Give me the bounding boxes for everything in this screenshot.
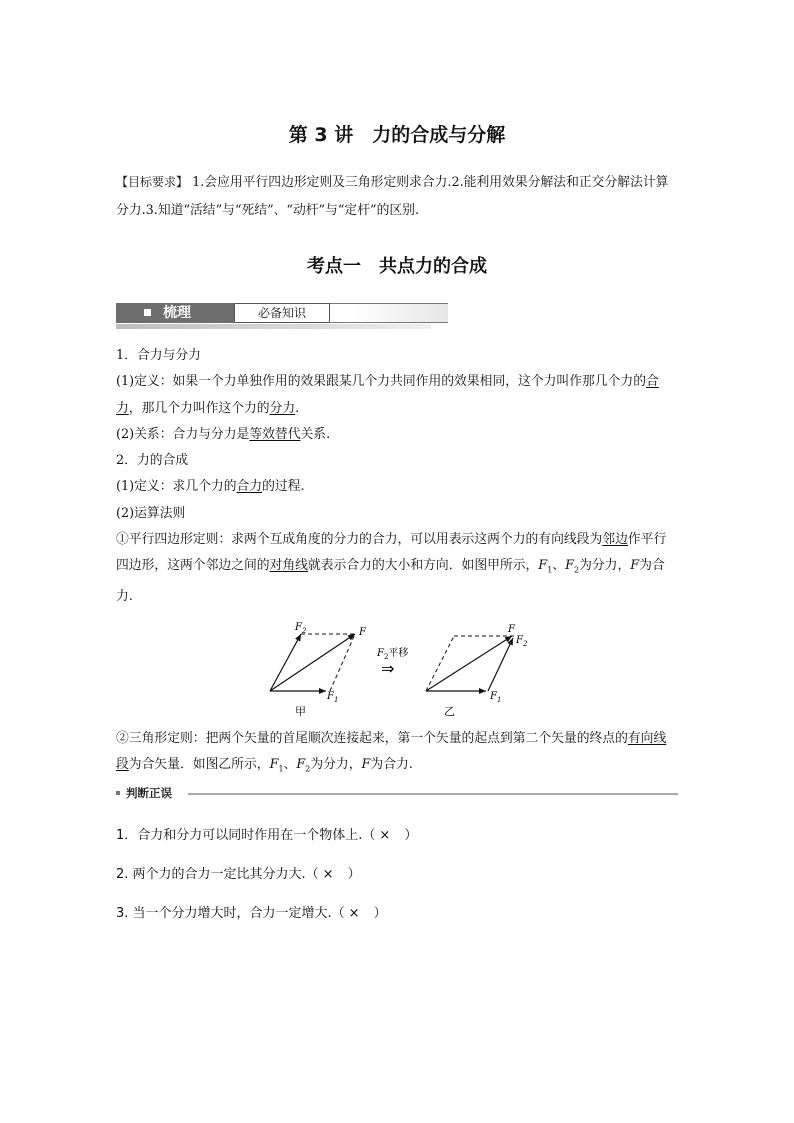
judge-item <box>116 902 387 921</box>
text: ①平行四边形定则：求两个互成角度的分力的合力，可以用表示这两个力的有向线段为 <box>116 532 603 548</box>
band-dark <box>116 303 234 323</box>
band-sublabel: 必备知识 <box>234 303 330 323</box>
goal-requirements <box>116 168 678 225</box>
judge-mark: × <box>379 828 391 843</box>
triangle-rule-text <box>116 726 678 783</box>
judge-mark: × <box>348 906 360 921</box>
knowledge-body <box>116 343 678 611</box>
section-title: 考点一 共点力的合成 <box>307 256 487 277</box>
underlined-term: 分力 <box>269 400 296 416</box>
text: (2)关系：合力与分力是 <box>116 426 250 442</box>
text: 关系. <box>300 426 331 442</box>
underlined-term: 有向线段 <box>116 731 667 773</box>
label-f1: $F_1$ <box>327 691 339 704</box>
square-icon <box>116 791 120 795</box>
shift-text: $F_2$平移 <box>377 648 409 661</box>
judge-divider <box>188 793 678 795</box>
rule-heading: (2)运算法则 <box>116 505 186 521</box>
subscript: 1 <box>547 565 553 575</box>
text: ②三角形定则：把两个矢量的首尾顺次连接起来，第一个矢量的起点到第二个矢量的终点的 <box>116 731 628 746</box>
lecture-title: 第 3 讲 力的合成与分解 <box>288 124 506 146</box>
text: 为分力， <box>310 757 362 773</box>
text: 、 <box>283 757 297 773</box>
diagram-yi <box>426 624 528 718</box>
judge-close: ） <box>373 906 387 921</box>
judge-text: 2. 两个力的合力一定比其分力大.（ <box>116 867 319 882</box>
band-underline <box>116 324 431 329</box>
band-light <box>234 303 448 323</box>
subscript: 2 <box>573 565 580 575</box>
diagram-jia <box>270 622 367 718</box>
text: 为分力， <box>579 558 631 574</box>
band-label: 梳理 <box>163 305 191 321</box>
label-f2: $F_2$ <box>295 622 307 635</box>
judge-mark: × <box>322 867 334 882</box>
symbol: F <box>630 558 640 574</box>
label-f: F <box>508 624 515 635</box>
underlined-term: 等效替代 <box>249 426 301 442</box>
judge-item <box>116 863 361 882</box>
symbol: F <box>565 558 574 574</box>
force-diagram <box>258 618 548 718</box>
label-f2: $F_2$ <box>516 635 528 648</box>
judge-item <box>116 824 417 843</box>
implies-arrow: ⇒ <box>381 659 395 678</box>
text: (1)定义：求几个力的 <box>116 479 237 495</box>
judge-close: ） <box>404 828 418 843</box>
underlined-term: 合力 <box>116 374 659 416</box>
heading-1: 1．合力与分力 <box>116 348 201 363</box>
judge-label: 判断正误 <box>126 786 172 800</box>
text: 作平行四边形，这两个邻边之间的 <box>116 532 667 574</box>
shift-label <box>376 646 408 678</box>
symbol: F <box>361 757 371 773</box>
text: 为合力. <box>370 757 413 773</box>
caption-jia: 甲 <box>295 705 306 718</box>
definition-1 <box>116 369 678 422</box>
square-icon <box>144 309 151 316</box>
definition-2 <box>116 474 678 500</box>
f2-vector <box>488 638 513 691</box>
relation-1 <box>116 422 678 448</box>
text: . <box>295 400 300 416</box>
section-band <box>116 303 431 325</box>
heading-2: 2．力的合成 <box>116 453 189 469</box>
text: (1)定义：如果一个力单独作用的效果跟某几个力共同作用的效果相同，这个力叫作那几个力的 <box>116 374 647 390</box>
text: 的过程. <box>262 479 305 495</box>
triangle-rule <box>116 726 678 783</box>
underlined-term: 合力 <box>236 479 263 495</box>
underlined-term: 邻边 <box>602 532 628 548</box>
symbol: F <box>296 757 306 773</box>
goal-text: 1.会应用平行四边形定则及三角形定则求合力.2.能利用效果分解法和正交分解法计算分力.3.知道“活结”与“死结”、“动杆”与“定杆”的区别. <box>116 175 669 218</box>
symbol: F <box>269 757 279 773</box>
judge-text: 3. 当一个分力增大时，合力一定增大.（ <box>116 906 345 921</box>
subscript: 2 <box>305 764 311 774</box>
underlined-term: 对角线 <box>269 558 308 574</box>
f2-vector <box>270 634 301 691</box>
text: 、 <box>552 558 566 574</box>
text: ，那几个力叫作这个力的 <box>128 400 270 416</box>
subscript: 1 <box>278 764 284 774</box>
f-vector <box>426 636 512 691</box>
label-f1: $F_1$ <box>490 691 502 704</box>
label-f: F <box>359 627 366 638</box>
symbol: F <box>538 558 548 574</box>
text: 为合力. <box>116 558 665 605</box>
text: 就表示合力的大小和方向．如图甲所示， <box>307 558 539 574</box>
judge-section-header <box>116 786 678 801</box>
text: 为合矢量．如图乙所示， <box>128 757 270 773</box>
parallelogram-rule <box>116 527 678 610</box>
goal-tag: 【目标要求】 <box>116 175 189 189</box>
judge-close: ） <box>347 867 361 882</box>
caption-yi: 乙 <box>444 705 455 718</box>
judge-label-wrap <box>116 785 172 801</box>
judge-text: 1．合力和分力可以同时作用在一个物体上.（ <box>116 828 376 843</box>
